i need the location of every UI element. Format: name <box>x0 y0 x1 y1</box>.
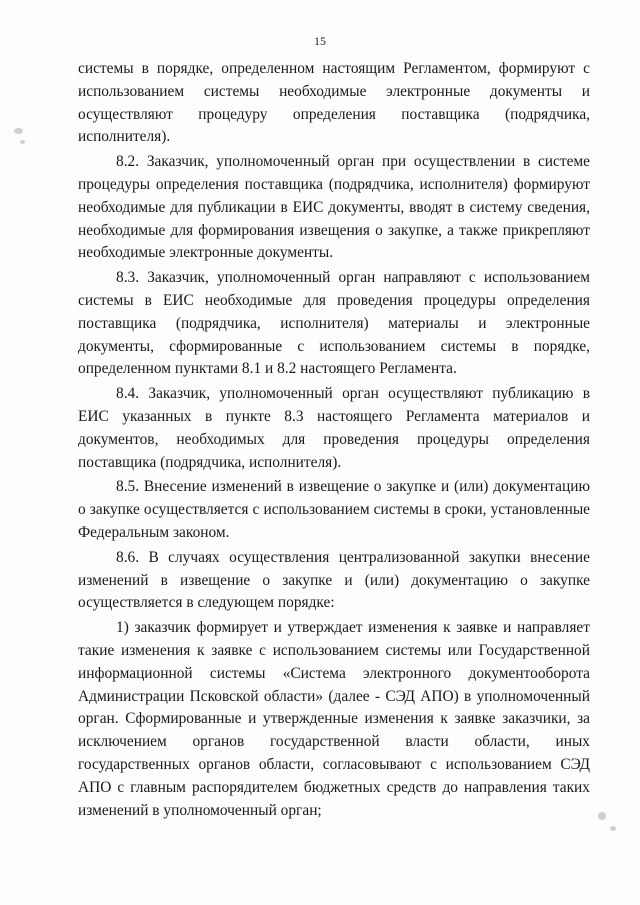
page-number: 15 <box>314 34 326 48</box>
scan-speck <box>598 812 606 820</box>
paragraph-continuation: системы в порядке, определенном настоящим Регламентом, формируют с использованием системы необходимые электронные документы и осуществляют процедуру определения поставщика (подрядчика, исполнителя). <box>78 60 590 146</box>
scan-speck <box>14 128 23 134</box>
paragraph-8-4: 8.4. Заказчик, уполномоченный орган осуществляют публикацию в ЕИС указанных в пункте 8.3 настоящего Регламента материалов и документов, необходимых для проведения процедуры определения поставщика (подрядчика, исполнителя). <box>78 385 590 471</box>
document-body <box>78 58 590 822</box>
paragraph-8-6: 8.6. В случаях осуществления централизованной закупки внесение изменений в извещение о закупке и (или) документацию о закупке осуществляется в следующем порядке: <box>78 548 590 612</box>
scan-speck <box>20 140 25 144</box>
paragraph-8-3: 8.3. Заказчик, уполномоченный орган направляют с использованием системы в ЕИС необходимые для проведения процедуры определения поставщика (подрядчика, исполнителя) материалы и электронные документы, сформированные с использованием системы в порядке, определенном пунктами 8.1 и 8.2 настоящего Регламента. <box>78 269 590 378</box>
paragraph-8-2: 8.2. Заказчик, уполномоченный орган при осуществлении в системе процедуры определения поставщика (подрядчика, исполнителя) формируют необходимые для публикации в ЕИС документы, вводят в систему сведения, необходимые для формирования извещения о закупке, а также прикрепляют необходимые электронные документы. <box>78 153 590 262</box>
scan-speck <box>610 826 616 831</box>
paragraph-8-5: 8.5. Внесение изменений в извещение о закупке и (или) документацию о закупке осуществляется с использованием системы в сроки, установленные Федеральным законом. <box>78 478 590 541</box>
paragraph-8-6-item-1: 1) заказчик формирует и утверждает изменения к заявке и направляет такие изменения к заявке с использованием системы или Государственной информационной системы «Система электронного документооборота Администрации Псковской области» (далее - СЭД АПО) в уполномоченный орган. Сформированные и утвержденные изменения к заявке заказчики, за исключением органов государственной власти области, иных государственных органов области, согласовывают с использованием СЭД АПО с главным распорядителем бюджетных средств до направления таких изменений в уполномоченный орган; <box>78 619 590 819</box>
